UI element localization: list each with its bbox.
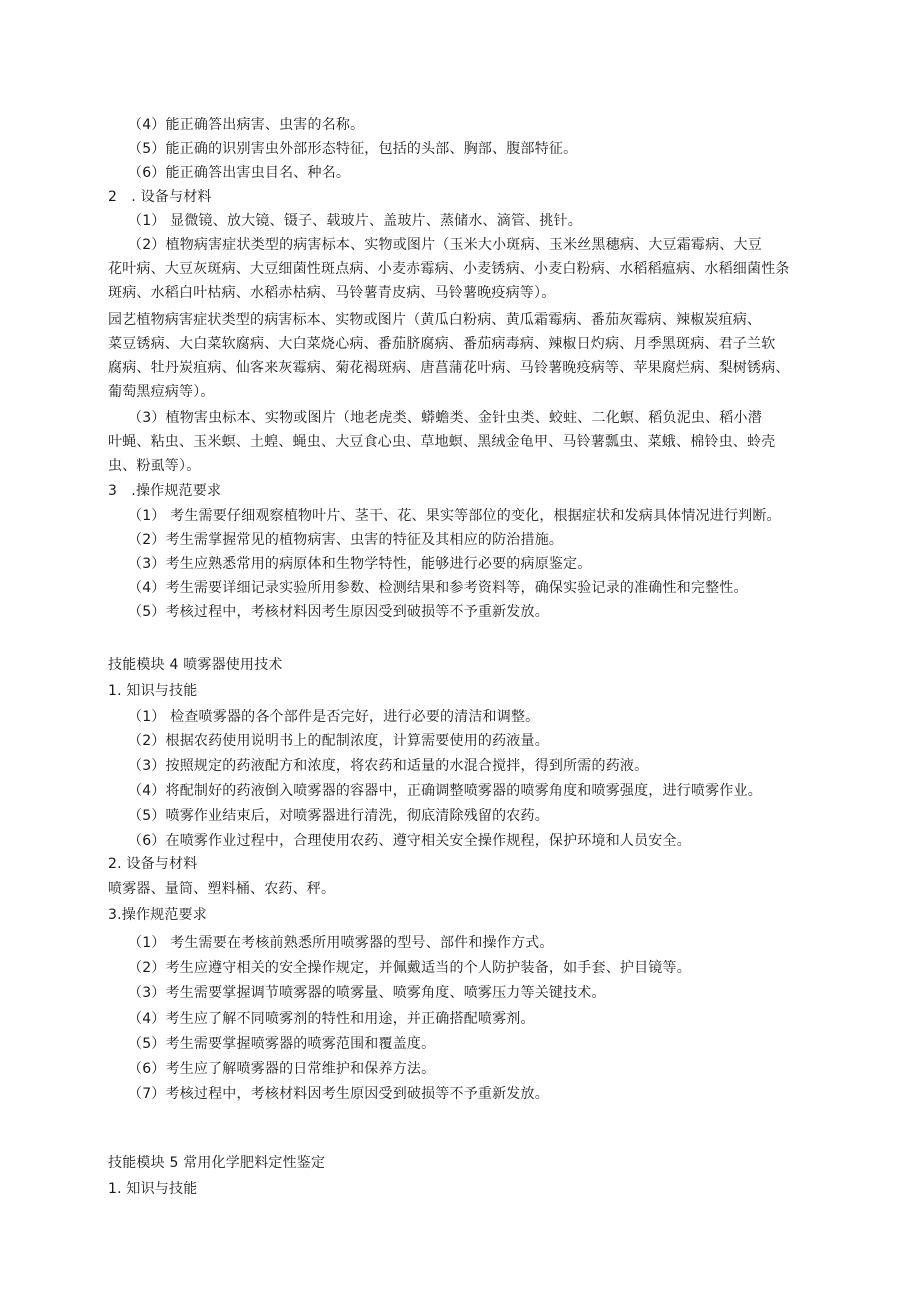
horticulture-line: 葡萄黑痘病等）。 [108, 384, 215, 400]
module4-knowledge-item: （2）根据农药使用说明书上的配制浓度，计算需要使用的药液量。 [128, 733, 549, 749]
equipment-item-3-line: 叶蝇、粘虫、玉米螟、土蝗、蝇虫、大豆食心虫、草地螟、黑绒金龟甲、马铃薯瓢虫、菜蛾、棉铃虫、蛉壳 [108, 434, 776, 450]
knowledge-item-4: （4）能正确答出病害、虫害的名称。 [128, 117, 365, 133]
module4-operation-item: （1） 考生需要在考核前熟悉所用喷雾器的型号、部件和操作方式。 [128, 935, 554, 951]
equipment-item-2-line: 斑病、水稻白叶枯病、水稻赤枯病、马铃薯青皮病、马铃薯晚疫病等）。 [108, 285, 556, 301]
module4-equipment-text: 喷雾器、量筒、塑料桶、农药、秤。 [108, 881, 336, 897]
operation-heading: 3 .操作规范要求 [108, 483, 222, 499]
module4-knowledge-item: （6）在喷雾作业过程中，合理使用农药、遵守相关安全操作规程，保护环境和人员安全。 [128, 833, 691, 849]
operation-item: （5）考核过程中，考核材料因考生原因受到破损等不予重新发放。 [128, 604, 549, 620]
horticulture-line: 菜豆锈病、大白菜软腐病、大白菜烧心病、番茄脐腐病、番茄病毒病、辣椒日灼病、月季黑斑病、君子兰软 [108, 336, 776, 352]
module4-operation-item: （6）考生应了解喷雾器的日常维护和保养方法。 [128, 1061, 436, 1077]
module4-knowledge-item: （3）按照规定的药液配方和浓度，将农药和适量的水混合搅拌，得到所需的药液。 [128, 758, 649, 774]
equipment-item-2-line: 花叶病、大豆灰斑病、大豆细菌性斑点病、小麦赤霉病、小麦锈病、小麦白粉病、水稻稻瘟病、水稻细菌性条 [108, 261, 790, 277]
module4-operation-heading: 3.操作规范要求 [108, 907, 207, 923]
module4-knowledge-item: （1） 检查喷雾器的各个部件是否完好，进行必要的清洁和调整。 [128, 709, 540, 725]
module4-equipment-heading: 2. 设备与材料 [108, 856, 198, 872]
operation-item: （2）考生需掌握常见的植物病害、虫害的特征及其相应的防治措施。 [128, 532, 564, 548]
module4-knowledge-item: （4）将配制好的药液倒入喷雾器的容器中，正确调整喷雾器的喷雾角度和喷雾强度，进行喷雾作业。 [128, 783, 762, 799]
operation-item: （3）考生应熟悉常用的病原体和生物学特性，能够进行必要的病原鉴定。 [128, 556, 592, 572]
module4-title: 技能模块 4 喷雾器使用技术 [108, 657, 283, 673]
module4-knowledge-item: （5）喷雾作业结束后，对喷雾器进行清洗，彻底清除残留的农药。 [128, 808, 549, 824]
horticulture-line: 园艺植物病害症状类型的病害标本、实物或图片（黄瓜白粉病、黄瓜霜霉病、番茄灰霉病、辣椒炭疽病、 [108, 312, 762, 328]
module4-knowledge-heading: 1. 知识与技能 [108, 683, 198, 699]
module4-operation-item: （7）考核过程中，考核材料因考生原因受到破损等不予重新发放。 [128, 1086, 549, 1102]
equipment-heading: 2 . 设备与材料 [108, 189, 212, 205]
module5-title: 技能模块 5 常用化学肥料定性鉴定 [108, 1155, 326, 1171]
module4-operation-item: （3）考生需要掌握调节喷雾器的喷雾量、喷雾角度、喷雾压力等关键技术。 [128, 985, 606, 1001]
module5-knowledge-heading: 1. 知识与技能 [108, 1181, 198, 1197]
knowledge-item-6: （6）能正确答出害虫目名、种名。 [128, 165, 351, 181]
equipment-item-1: （1） 显微镜、放大镜、镊子、载玻片、盖玻片、蒸储水、滴管、挑针。 [128, 213, 582, 229]
module4-operation-item: （2）考生应遵守相关的安全操作规定，并佩戴适当的个人防护装备，如手套、护目镜等。 [128, 960, 691, 976]
knowledge-item-5: （5）能正确的识别害虫外部形态特征，包括的头部、胸部、腹部特征。 [128, 141, 578, 157]
equipment-item-3-line: 虫、粉虱等）。 [108, 458, 201, 474]
module4-operation-item: （4）考生应了解不同喷雾剂的特性和用途，并正确搭配喷雾剂。 [128, 1011, 535, 1027]
module4-operation-item: （5）考生需要掌握喷雾器的喷雾范围和覆盖度。 [128, 1036, 436, 1052]
operation-item: （1） 考生需要仔细观察植物叶片、茎干、花、果实等部位的变化，根据症状和发病具体情况进行判断。 [128, 508, 781, 524]
horticulture-line: 腐病、牡丹炭疽病、仙客来灰霉病、菊花褐斑病、唐菖蒲花叶病、马铃薯晚疫病等、苹果腐烂病、梨树锈病、 [108, 360, 790, 376]
equipment-item-2-line: （2）植物病害症状类型的病害标本、实物或图片（玉米大小斑病、玉米丝黑穗病、大豆霜霉病、大豆 [128, 237, 762, 253]
equipment-item-3-line: （3）植物害虫标本、实物或图片（地老虎类、蟒蟾类、金针虫类、蛟蛀、二化螟、稻负泥虫、稻小潜 [128, 410, 762, 426]
operation-item: （4）考生需要详细记录实验所用参数、检测结果和参考资料等，确保实验记录的准确性和完整性。 [128, 580, 748, 596]
